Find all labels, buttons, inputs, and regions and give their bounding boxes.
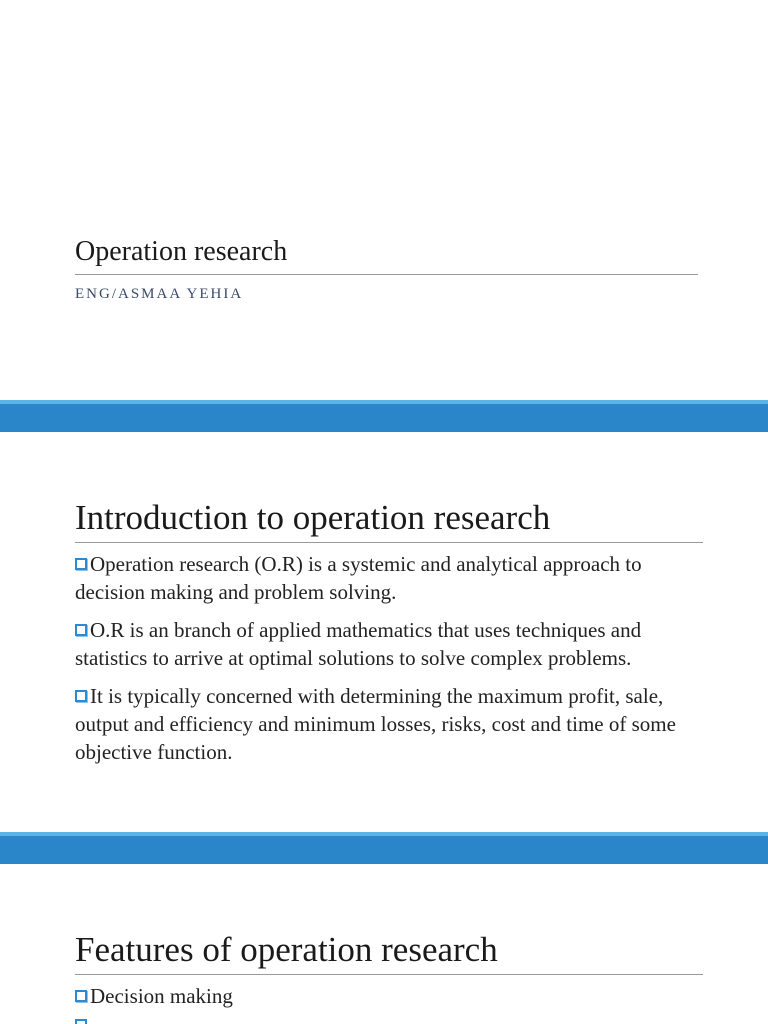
features-slide	[0, 864, 768, 1024]
features-bullet-item	[75, 982, 705, 1010]
intro-bullet-item	[75, 616, 705, 672]
intro-bullet-item	[75, 550, 705, 606]
intro-bullet-text: Operation research (O.R) is a systemic and analytical approach to decision making and problem solving.	[75, 552, 642, 604]
features-bullet-list	[75, 982, 705, 1020]
intro-bullet-text: O.R is an branch of applied mathematics that uses techniques and statistics to arrive at optimal solutions to solve complex problems.	[75, 618, 642, 670]
intro-bullet-list	[75, 550, 705, 776]
intro-heading: Introduction to operation research	[75, 498, 551, 537]
slide-separator	[0, 832, 768, 864]
features-heading-underline	[75, 974, 703, 975]
intro-heading-underline	[75, 542, 703, 543]
hollow-square-bullet-icon	[75, 558, 87, 570]
slide-separator	[0, 400, 768, 432]
presentation-subtitle: ENG/ASMAA YEHIA	[75, 286, 244, 302]
title-underline	[75, 274, 698, 275]
intro-slide	[0, 432, 768, 832]
title-slide	[0, 0, 768, 400]
features-heading: Features of operation research	[75, 930, 498, 969]
presentation-title: Operation research	[75, 236, 288, 267]
intro-bullet-text: It is typically concerned with determining the maximum profit, sale, output and efficiency and minimum losses, risks, cost and time of some objective function.	[75, 684, 676, 764]
hollow-square-bullet-icon	[75, 624, 87, 636]
hollow-square-bullet-icon	[75, 690, 87, 702]
hollow-square-bullet-icon	[75, 990, 87, 1002]
hollow-square-bullet-icon	[75, 1019, 87, 1024]
intro-bullet-item	[75, 682, 705, 766]
features-bullet-text: Decision making	[90, 984, 233, 1008]
